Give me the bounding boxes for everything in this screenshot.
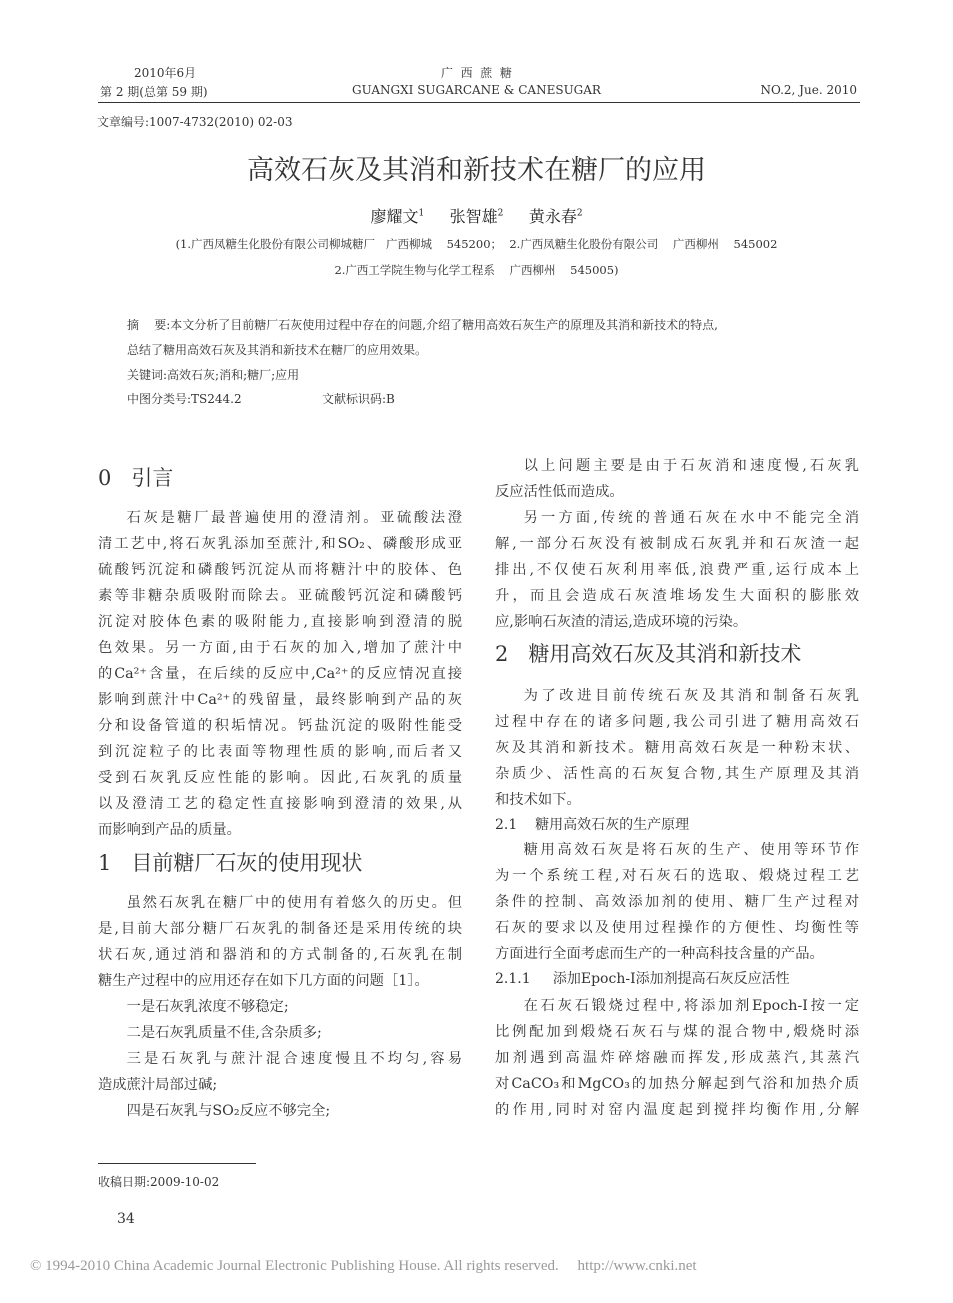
clc-number: 中图分类号:TS244.2 — [127, 392, 242, 406]
article-id: 文章编号:1007-4732(2010) 02-03 — [97, 115, 293, 129]
left-column — [98, 465, 462, 1124]
subsection-heading-2-1-1: 2.1.1 添加Epoch-I添加剂提高石灰反应活性 — [495, 971, 790, 987]
text-line: 加剂遇到高温炸碎熔融而挥发,形成蒸汽,其蒸汽 — [495, 1050, 859, 1066]
text-line: 灰及其消和新技术。糖用高效石灰是一种粉末状、 — [495, 740, 859, 756]
affiliation-line: 2.广西工学院生物与化学工程系 广西柳州 545005) — [334, 263, 619, 277]
keywords: 关键词:高效石灰;消和;糖厂;应用 — [127, 368, 300, 382]
header-journal-cn: 广 西 蔗 糖 — [441, 66, 512, 80]
paragraph-continued — [495, 453, 859, 505]
text-line: 应,影响石灰渣的清运,造成环境的污染。 — [495, 614, 748, 630]
author-name: 张智雄 — [449, 207, 498, 226]
text-line: 比例配加到煅烧石灰石与煤的混合物中,煅烧时添 — [495, 1024, 859, 1040]
header-rule — [98, 102, 860, 103]
page-number: 34 — [117, 1211, 135, 1227]
copyright-watermark: © 1994-2010 China Academic Journal Electronic Publishing House. All rights reserved. http://www.cnki.net — [30, 1258, 697, 1274]
text-line: 的Ca²⁺含量，在后续的反应中,Ca²⁺的反应情况直接 — [98, 666, 462, 682]
header-issue-en: NO.2, Jue. 2010 — [760, 83, 857, 97]
header-journal-en: GUANGXI SUGARCANE & CANESUGAR — [352, 83, 601, 97]
paragraph-intro — [98, 505, 462, 843]
page-title: 高效石灰及其消和新技术在糖厂的应用 — [247, 155, 706, 186]
text-line: 状石灰,通过消和器消和的方式制备的,石灰乳在制 — [98, 947, 462, 963]
received-date: 收稿日期:2009-10-02 — [98, 1175, 220, 1189]
author-sup: 2 — [497, 208, 504, 219]
text-line: 素等非糖杂质吸附而除去。亚硫酸钙沉淀和磷酸钙 — [98, 588, 462, 604]
text-line: 过程中存在的诸多问题,我公司引进了糖用高效石 — [495, 714, 859, 730]
text-line: 反应活性低而造成。 — [495, 484, 624, 500]
author-sup: 1 — [418, 208, 425, 219]
text-line: 影响到蔗汁中Ca²⁺的残留量，最终影响到产品的灰 — [98, 692, 462, 708]
text-line: 的作用,同时对窑内温度起到搅拌均衡作用,分解 — [495, 1102, 859, 1118]
text-line: 另一方面,传统的普通石灰在水中不能完全消 — [523, 510, 859, 526]
right-column — [495, 453, 859, 1123]
text-line: 方面进行全面考虑而生产的一种高科技含量的产品。 — [495, 946, 824, 962]
section-heading-1: 1 目前糖厂石灰的使用现状 — [98, 851, 363, 875]
text-line: 排出,不仅使石灰利用率低,浪费严重,运行成本上 — [495, 562, 859, 578]
text-line: 虽然石灰乳在糖厂中的使用有着悠久的历史。但 — [126, 895, 462, 911]
text-line: 到沉淀粒子的比表面等物理性质的影响,而后者又 — [98, 744, 462, 760]
paragraph-other-hand — [495, 505, 859, 635]
author-list — [0, 204, 953, 227]
subsection-heading-2-1: 2.1 糖用高效石灰的生产原理 — [495, 817, 690, 833]
text-line: 解,一部分石灰没有被制成石灰乳并和石灰渣一起 — [495, 536, 859, 552]
text-line: 糖生产过程中的应用还存在如下几方面的问题［1］。 — [98, 973, 429, 989]
header-date: 2010年6月 — [134, 66, 197, 80]
section-heading-2: 2 糖用高效石灰及其消和新技术 — [495, 642, 802, 666]
author-name: 黄永春 — [528, 207, 577, 226]
paragraph-epoch — [495, 993, 859, 1123]
text-line: 石灰的要求以及使用过程操作的方便性、均衡性等 — [495, 920, 859, 936]
text-line: 硫酸钙沉淀和磷酸钙沉淀从而将糖汁中的胶体、色 — [98, 562, 462, 578]
text-line: 在石灰石锻烧过程中,将添加剂Epoch-I按一定 — [523, 998, 859, 1014]
text-line: 和技术如下。 — [495, 792, 581, 808]
text-line: 受到石灰乳反应性能的影响。因此,石灰乳的质量 — [98, 770, 462, 786]
problem-list — [98, 994, 462, 1124]
paragraph-status — [98, 890, 462, 994]
text-line: 清工艺中,将石灰乳添加至蔗汁,和SO₂、磷酸形成亚 — [98, 536, 462, 552]
text-line: 以及澄清工艺的稳定性直接影响到澄清的效果,从 — [98, 796, 462, 812]
text-line: 升，而且会造成石灰渣堆场发生大面积的膨胀效 — [495, 588, 859, 604]
text-line: 石灰是糖厂最普遍使用的澄清剂。亚硫酸法澄 — [126, 510, 462, 526]
footnote-rule — [98, 1163, 256, 1164]
document-code: 文献标识码:B — [322, 392, 395, 406]
text-line: 色效果。另一方面,由于石灰的加入,增加了蔗汁中 — [98, 640, 462, 656]
text-line: 条件的控制、高效添加剂的使用、糖厂生产过程对 — [495, 894, 859, 910]
text-line: 杂质少、活性高的石灰复合物,其生产原理及其消 — [495, 766, 859, 782]
paragraph-principle — [495, 837, 859, 967]
abstract-line: 总结了糖用高效石灰及其消和新技术在糖厂的应用效果。 — [127, 343, 428, 357]
text-line: 三是石灰乳与蔗汁混合速度慢且不均匀,容易 — [126, 1051, 462, 1067]
text-line: 一是石灰乳浓度不够稳定; — [126, 999, 289, 1015]
text-line: 分和设备管道的积垢情况。钙盐沉淀的吸附性能受 — [98, 718, 462, 734]
text-line: 二是石灰乳质量不佳,含杂质多; — [126, 1025, 322, 1041]
text-line: 沉淀对胶体色素的吸附能力,直接影响到澄清的脱 — [98, 614, 462, 630]
author-sup: 2 — [576, 208, 583, 219]
affiliation-line: (1.广西凤糖生化股份有限公司柳城糖厂 广西柳城 545200； 2.广西凤糖生化股份有限公司 广西柳州 545002 — [175, 237, 778, 251]
text-line: 而影响到产品的质量。 — [98, 822, 241, 838]
author-name: 廖耀文 — [370, 207, 419, 226]
abstract-line: 摘 要:本文分析了目前糖厂石灰使用过程中存在的问题,介绍了糖用高效石灰生产的原理及其消和新技术的特点, — [127, 318, 718, 332]
paragraph-section-2 — [495, 683, 859, 813]
text-line: 为了改进目前传统石灰及其消和制备石灰乳 — [523, 688, 859, 704]
text-line: 造成蔗汁局部过碱; — [98, 1077, 218, 1093]
section-heading-0: 0 引言 — [98, 466, 174, 490]
text-line: 为一个系统工程,对石灰石的选取、煅烧过程工艺 — [495, 868, 859, 884]
text-line: 是,目前大部分糖厂石灰乳的制备还是采用传统的块 — [98, 921, 462, 937]
text-line: 以上问题主要是由于石灰消和速度慢,石灰乳 — [523, 458, 859, 474]
text-line: 四是石灰乳与SO₂反应不够完全; — [126, 1103, 331, 1119]
text-line: 糖用高效石灰是将石灰的生产、使用等环节作 — [523, 842, 859, 858]
text-line: 对CaCO₃和MgCO₃的加热分解起到气浴和加热介质 — [495, 1076, 859, 1092]
header-issue: 第 2 期(总第 59 期) — [100, 85, 208, 99]
